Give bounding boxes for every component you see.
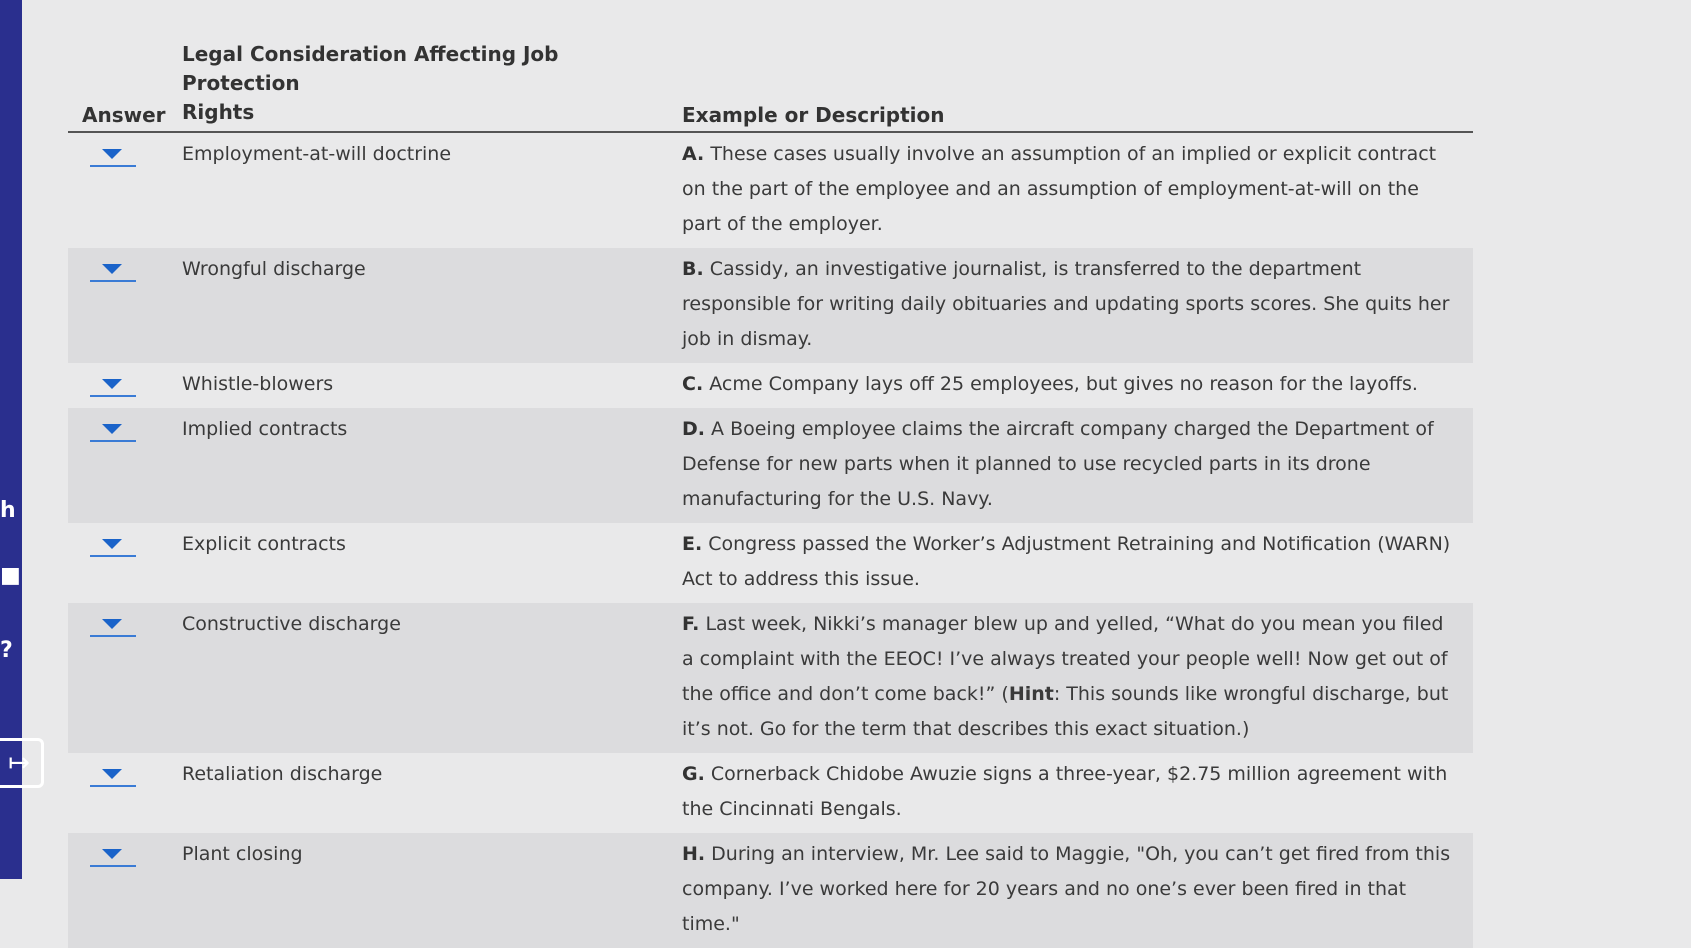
help-icon[interactable]: h <box>0 498 16 523</box>
chevron-down-icon <box>102 849 122 859</box>
example-text: H. During an interview, Mr. Lee said to Maggie, "Oh, you can’t get fired from this company. I’ve worked here for 20 years and no one’s ever been fired in that time." <box>682 843 1451 935</box>
example-text: E. Congress passed the Worker’s Adjustment Retraining and Notification (WARN) Act to address this issue. <box>682 533 1451 590</box>
example-text: D. A Boeing employee claims the aircraft company charged the Department of Defense for new parts when it planned to use recycled parts in its drone manufacturing for the U.S. Navy. <box>682 418 1434 510</box>
legal-term: Plant closing <box>182 843 303 865</box>
table-header <box>68 40 1473 133</box>
bookmark-icon[interactable]: ■ <box>0 563 21 588</box>
question-icon[interactable]: ? <box>0 638 13 663</box>
answer-dropdown[interactable] <box>90 258 136 282</box>
example-text: C. Acme Company lays off 25 employees, but gives no reason for the layoffs. <box>682 373 1418 395</box>
table-row <box>68 523 1473 603</box>
answer-dropdown[interactable] <box>90 418 136 442</box>
table-row <box>68 753 1473 833</box>
answer-dropdown[interactable] <box>90 843 136 867</box>
chevron-down-icon <box>102 619 122 629</box>
chevron-down-icon <box>102 424 122 434</box>
chevron-down-icon <box>102 149 122 159</box>
answer-dropdown[interactable] <box>90 143 136 167</box>
legal-term: Implied contracts <box>182 418 348 440</box>
answer-dropdown[interactable] <box>90 613 136 637</box>
legal-header-line2: Rights <box>182 100 255 124</box>
answer-dropdown[interactable] <box>90 533 136 557</box>
table-row <box>68 833 1473 948</box>
example-header: Example or Description <box>682 103 945 127</box>
legal-term: Whistle-blowers <box>182 373 334 395</box>
table-row <box>68 603 1473 753</box>
chevron-down-icon <box>102 769 122 779</box>
legal-term: Wrongful discharge <box>182 258 366 280</box>
table-row <box>68 408 1473 523</box>
legal-header <box>182 40 682 127</box>
chevron-down-icon <box>102 264 122 274</box>
answer-dropdown[interactable] <box>90 763 136 787</box>
answer-header: Answer <box>82 103 166 127</box>
table-row <box>68 248 1473 363</box>
example-text: F. Last week, Nikki’s manager blew up and yelled, “What do you mean you filed a complaint with the EEOC! I’ve always treated your people well! Now get out of the office and don’t come back!” (Hint: This sounds like wrongful discharge, but it’s not. Go for the term that describes this exact situation.) <box>682 613 1449 740</box>
example-text: G. Cornerback Chidobe Awuzie signs a three-year, $2.75 million agreement with the Cincinnati Bengals. <box>682 763 1448 820</box>
chevron-down-icon <box>102 539 122 549</box>
example-text: B. Cassidy, an investigative journalist, is transferred to the department responsible for writing daily obituaries and updating sports scores. She quits her job in dismay. <box>682 258 1450 350</box>
left-sidebar <box>0 0 30 879</box>
table-row <box>68 363 1473 408</box>
table-row <box>68 133 1473 248</box>
exit-icon[interactable]: ↦ <box>0 738 44 788</box>
legal-term: Constructive discharge <box>182 613 401 635</box>
example-text: A. These cases usually involve an assumption of an implied or explicit contract on the part of the employee and an assumption of employment-at-will on the part of the employer. <box>682 143 1437 235</box>
legal-term: Explicit contracts <box>182 533 346 555</box>
chevron-down-icon <box>102 379 122 389</box>
answer-dropdown[interactable] <box>90 373 136 397</box>
matching-table <box>68 40 1473 948</box>
legal-term: Retaliation discharge <box>182 763 383 785</box>
legal-term: Employment-at-will doctrine <box>182 143 452 165</box>
legal-header-line1: Legal Consideration Affecting Job Protection <box>182 42 559 95</box>
